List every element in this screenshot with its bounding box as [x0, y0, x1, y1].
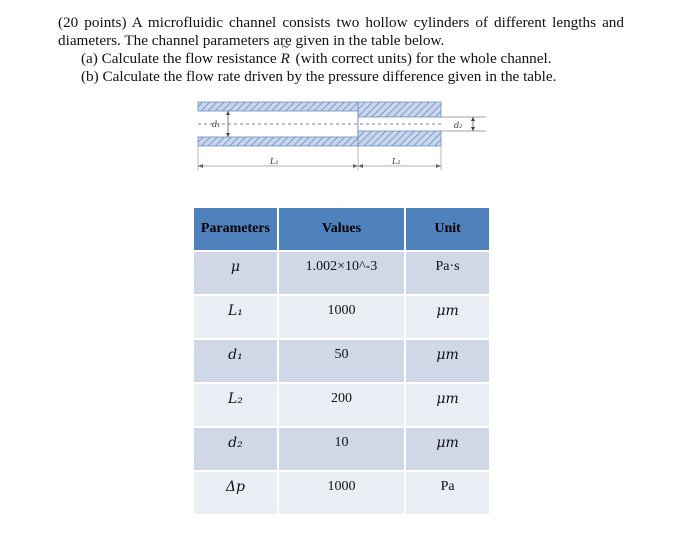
problem-intro: (20 points) A microfluidic channel consists two hollow cylinders of different lengths and diameters. The channel parameters are given in the table below. — [58, 14, 624, 49]
value-cell: 1.002×10^-3 — [305, 259, 378, 274]
unit-cell: Pa·s — [435, 259, 460, 274]
part-a-text-before: (a) Calculate the flow resistance — [81, 50, 277, 67]
L2-label: L₂ — [392, 157, 401, 166]
part-a — [58, 50, 624, 68]
param-cell: L₁ — [227, 302, 243, 319]
table-row — [194, 428, 489, 470]
channel-diagram — [190, 100, 500, 180]
table-header-row — [194, 208, 489, 250]
unit-cell: μm — [436, 302, 459, 319]
parameters-table — [192, 206, 491, 516]
table-row — [194, 384, 489, 426]
unit-cell: μm — [436, 434, 459, 451]
table-row — [194, 296, 489, 338]
header-values: Values — [279, 208, 404, 250]
resistance-symbol: ~ R — [280, 50, 289, 68]
param-cell: Δp — [225, 478, 245, 495]
value-cell: 50 — [334, 347, 349, 362]
header-unit: Unit — [406, 208, 489, 250]
unit-cell: μm — [436, 390, 459, 407]
table-row — [194, 340, 489, 382]
d1-label: d₁ — [212, 120, 221, 129]
cylinder2-bottom-wall — [358, 131, 441, 146]
unit-cell: μm — [436, 346, 459, 363]
param-cell: d₁ — [228, 346, 243, 363]
param-cell: d₂ — [228, 434, 243, 451]
table-row — [194, 252, 489, 294]
header-parameters: Parameters — [194, 208, 277, 250]
value-cell: 10 — [334, 435, 349, 450]
unit-cell: Pa — [440, 479, 455, 494]
part-a-text-after: (with correct units) for the whole channel. — [295, 50, 552, 67]
d2-label: d₂ — [454, 121, 463, 130]
value-cell: 1000 — [327, 303, 356, 318]
problem-statement — [58, 14, 624, 86]
part-b: (b) Calculate the flow rate driven by the pressure difference given in the table. — [81, 68, 557, 85]
L1-label: L₁ — [270, 157, 279, 166]
param-cell: L₂ — [227, 390, 243, 407]
cylinder1-bottom-wall — [198, 137, 358, 146]
cylinder1-top-wall — [198, 102, 358, 111]
param-cell: μ — [230, 258, 240, 275]
table-row — [194, 472, 489, 514]
cylinder2-top-wall — [358, 102, 441, 117]
value-cell: 1000 — [327, 479, 356, 494]
value-cell: 200 — [330, 391, 352, 406]
